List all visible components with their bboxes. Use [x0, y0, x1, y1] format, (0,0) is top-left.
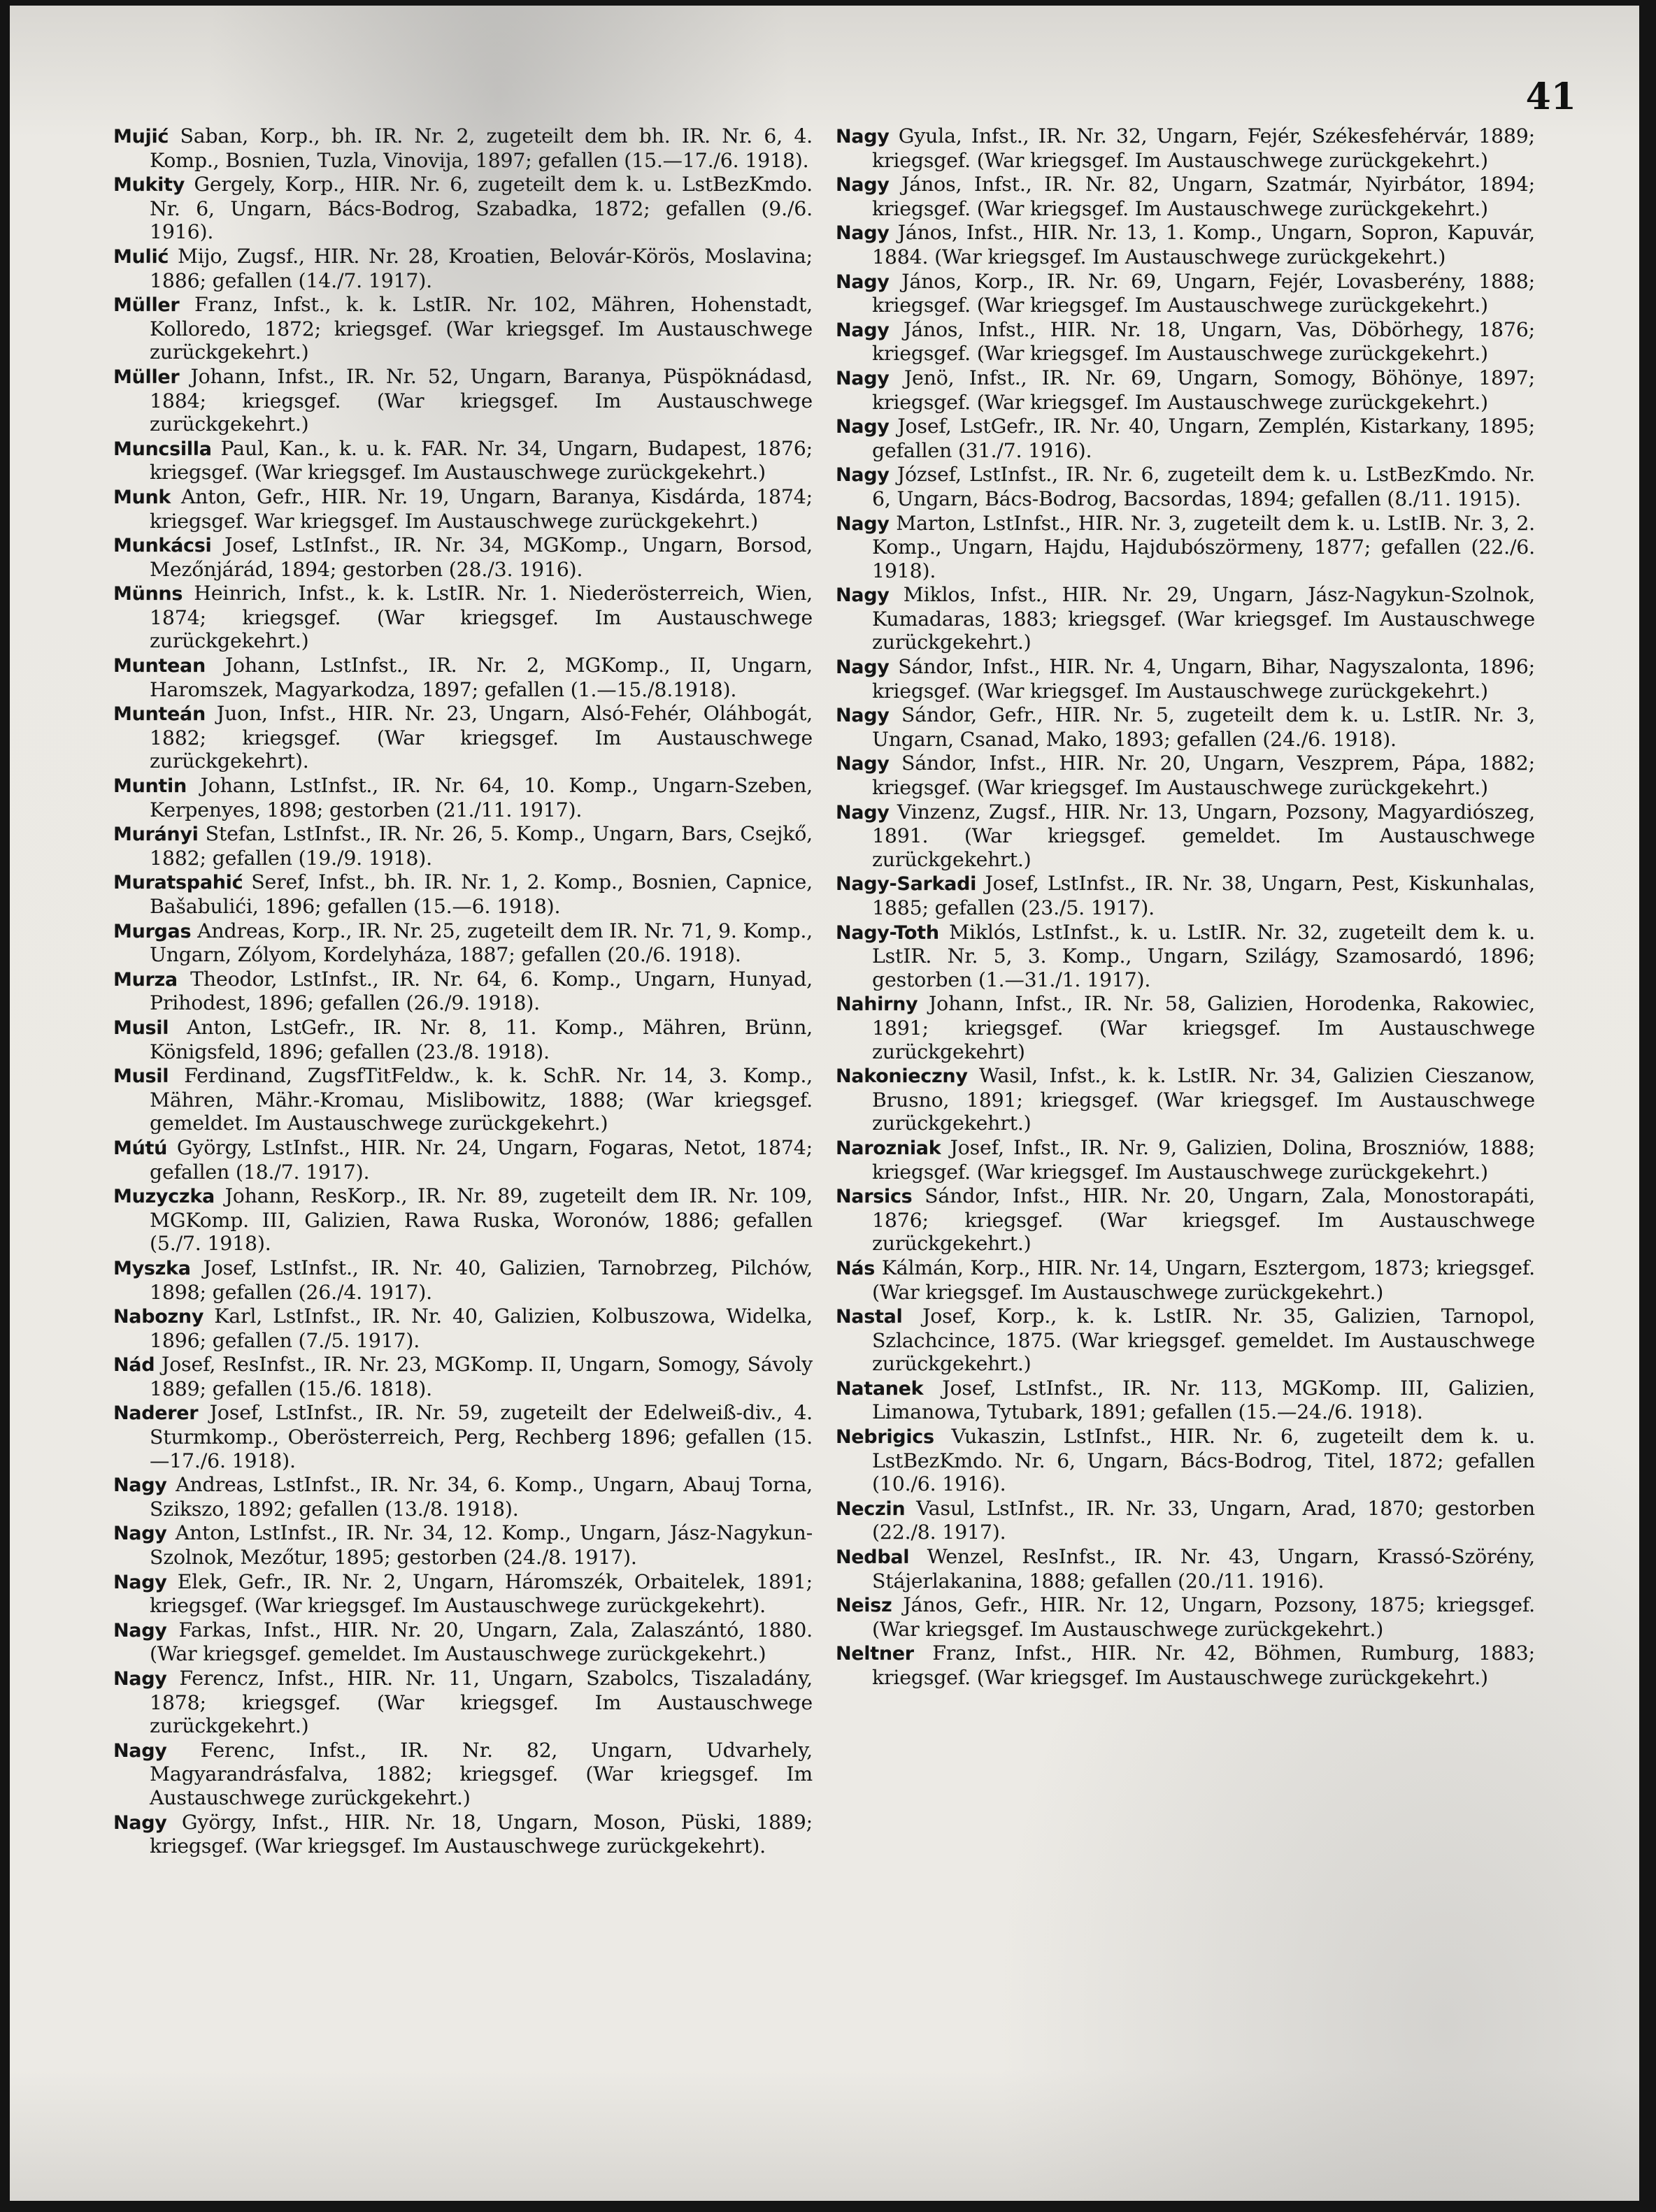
- entry-details: Sándor, Infst., HIR. Nr. 20, Ungarn, Zala, Monostorapáti, 1876; kriegsgef. (War kriegsgef. Im Austauschwege zurückgekehrt.): [872, 1184, 1536, 1256]
- roll-entry: [113, 1305, 813, 1352]
- roll-entry: [113, 245, 813, 292]
- entry-name: Nagy: [836, 416, 890, 438]
- entry-name: Nabozny: [113, 1306, 204, 1328]
- entry-details: Saban, Korp., bh. IR. Nr. 2, zugeteilt dem bh. IR. Nr. 6, 4. Komp., Bosnien, Tuzla, Vinovija, 1897; gefallen (15.—17./6. 1918).: [150, 124, 813, 172]
- entry-name: Nagy: [836, 464, 890, 487]
- entry-name: Nagy-Sarkadi: [836, 873, 977, 896]
- entry-details: Josef, LstInfst., IR. Nr. 113, MGKomp. III, Galizien, Limanowa, Tytubark, 1891; gefallen (15.—24./6. 1918).: [872, 1376, 1535, 1424]
- roll-entry: [836, 1377, 1535, 1424]
- entry-details: György, Infst., HIR. Nr. 18, Ungarn, Moson, Püski, 1889; kriegsgef. (War kriegsgef. Im Austauschwege zurückgekehrt).: [150, 1810, 813, 1858]
- entry-details: Ferencz, Infst., HIR. Nr. 11, Ungarn, Szabolcs, Tiszaladány, 1878; kriegsgef. (War kriegsgef. Im Austauschwege zurückgekehrt.): [150, 1667, 813, 1738]
- roll-entry: [836, 318, 1535, 366]
- entry-name: Nakonieczny: [836, 1065, 968, 1088]
- entry-name: Münns: [113, 583, 183, 605]
- roll-entry: [113, 1353, 813, 1400]
- entry-name: Munk: [113, 486, 171, 508]
- entry-details: Josef, ResInfst., IR. Nr. 23, MGKomp. II, Ungarn, Somogy, Sávoly 1889; gefallen (15./6. 1818).: [150, 1353, 813, 1400]
- roll-entry: [836, 1497, 1535, 1544]
- roll-entry: [113, 654, 813, 701]
- entry-name: Mukity: [113, 174, 185, 196]
- roll-entry: [836, 173, 1535, 220]
- roll-entry: [836, 270, 1535, 317]
- entry-details: Stefan, LstInfst., IR. Nr. 26, 5. Komp., Ungarn, Bars, Csejkő, 1882; gefallen (19./9. 1918).: [150, 822, 813, 870]
- entry-details: Mijo, Zugsf., HIR. Nr. 28, Kroatien, Belovár-Körös, Moslavina; 1886; gefallen (14./7. 1917).: [150, 244, 813, 292]
- entry-details: Juon, Infst., HIR. Nr. 23, Ungarn, Alsó-Fehér, Oláhbogát, 1882; kriegsgef. (War kriegsgef. Im Austauschwege zurückgekehrt).: [150, 702, 813, 773]
- entry-name: Nagy: [113, 1571, 167, 1593]
- roll-entry: [113, 582, 813, 653]
- entry-name: Murgas: [113, 920, 192, 942]
- roll-entry: [113, 968, 813, 1015]
- entry-details: Elek, Gefr., IR. Nr. 2, Ungarn, Háromszék, Orbaitelek, 1891; kriegsgef. (War kriegsgef. Im Austauschwege zurückgekehrt).: [150, 1570, 813, 1618]
- roll-entry: [113, 1016, 813, 1063]
- entry-details: József, LstInfst., IR. Nr. 6, zugeteilt dem k. u. LstBezKmdo. Nr. 6, Ungarn, Bács-Bodrog, Bacsordas, 1894; gefallen (8./11. 1915).: [872, 463, 1536, 510]
- roll-entry: [113, 919, 813, 967]
- entry-details: Vinzenz, Zugsf., HIR. Nr. 13, Ungarn, Pozsony, Magyardiószeg, 1891. (War kriegsgef. gemeldet. Im Austauschwege zurückgekehrt.): [872, 800, 1535, 871]
- roll-entry: [836, 221, 1535, 268]
- roll-entry: [836, 415, 1535, 462]
- entry-name: Nagy: [836, 126, 890, 148]
- entry-details: Miklós, LstInfst., k. u. LstIR. Nr. 32, zugeteilt dem k. u. LstIR. Nr. 5, 3. Komp., Ungarn, Szilágy, Szamosardó, 1896; gestorben (1.—31./1. 1917).: [872, 920, 1535, 991]
- entry-name: Murányi: [113, 824, 199, 846]
- entry-details: Anton, LstGefr., IR. Nr. 8, 11. Komp., Mähren, Brünn, Königsfeld, 1896; gefallen (23./8. 1918).: [150, 1015, 813, 1063]
- entry-details: Andreas, Korp., IR. Nr. 25, zugeteilt dem IR. Nr. 71, 9. Komp., Ungarn, Zólyom, Kordelyháza, 1887; gefallen (20./6. 1918).: [150, 919, 813, 967]
- entry-name: Narsics: [836, 1186, 913, 1208]
- entry-details: Johann, ResKorp., IR. Nr. 89, zugeteilt dem IR. Nr. 109, MGKomp. III, Galizien, Rawa Ruska, Woronów, 1886; gefallen (5./7. 1918).: [150, 1184, 813, 1256]
- entry-name: Nedbal: [836, 1546, 910, 1569]
- entry-name: Nagy: [836, 271, 890, 293]
- entry-details: Josef, LstGefr., IR. Nr. 40, Ungarn, Zemplén, Kistarkany, 1895; gefallen (31./7. 1916).: [872, 415, 1535, 462]
- roll-entry: [836, 752, 1535, 799]
- roll-entry: [113, 437, 813, 484]
- roll-entry: [113, 124, 813, 172]
- roll-entry: [836, 583, 1535, 654]
- entry-details: Johann, Infst., IR. Nr. 58, Galizien, Horodenka, Rakowiec, 1891; kriegsgef. (War kriegsgef. Im Austauschwege zurückgekehrt): [872, 992, 1535, 1063]
- entry-details: Farkas, Infst., HIR. Nr. 20, Ungarn, Zala, Zalaszántó, 1880. (War kriegsgef. gemeldet. Im Austauschwege zurückgekehrt.): [150, 1618, 813, 1666]
- entry-details: Sándor, Infst., HIR. Nr. 20, Ungarn, Veszprem, Pápa, 1882; kriegsgef. (War kriegsgef. Im Austauschwege zurückgekehrt.): [872, 752, 1536, 800]
- entry-name: Müller: [113, 294, 180, 317]
- entry-details: Josef, Infst., IR. Nr. 9, Galizien, Dolina, Broszniów, 1888; kriegsgef. (War kriegsgef. Im Austauschwege zurückgekehrt.): [872, 1135, 1535, 1184]
- entry-details: Josef, LstInfst., IR. Nr. 38, Ungarn, Pest, Kiskunhalas, 1885; gefallen (23./5. 1917).: [872, 872, 1535, 919]
- entry-details: Sándor, Gefr., HIR. Nr. 5, zugeteilt dem k. u. LstIR. Nr. 3, Ungarn, Csanad, Mako, 1893; gefallen (24./6. 1918).: [872, 703, 1535, 751]
- roll-entry: [836, 1545, 1535, 1593]
- entry-name: Musil: [113, 1017, 169, 1039]
- roll-entry: [113, 365, 813, 436]
- roll-entry: [113, 1256, 813, 1304]
- roll-entry: [836, 1256, 1535, 1304]
- entry-details: Johann, Infst., IR. Nr. 52, Ungarn, Baranya, Püspöknádasd, 1884; kriegsgef. (War kriegsgef. Im Austauschwege zurückgekehrt.): [150, 364, 813, 436]
- entry-name: Neisz: [836, 1595, 892, 1617]
- entry-details: Wenzel, ResInfst., IR. Nr. 43, Ungarn, Krassó-Szörény, Stájerlakanina, 1888; gefallen (20./11. 1916).: [872, 1545, 1535, 1593]
- entry-name: Nastal: [836, 1306, 903, 1328]
- entry-name: Naderer: [113, 1402, 199, 1425]
- entry-name: Myszka: [113, 1257, 191, 1279]
- roll-entry: [836, 703, 1535, 751]
- roll-entry: [836, 872, 1535, 919]
- entry-name: Munteán: [113, 703, 206, 726]
- roll-entry: [836, 655, 1535, 703]
- entry-name: Muntean: [113, 655, 206, 677]
- entry-details: Johann, LstInfst., IR. Nr. 2, MGKomp., II, Ungarn, Haromszek, Magyarkodza, 1897; gefallen (1.—15./8.1918).: [150, 654, 813, 701]
- roll-entry: [836, 1184, 1535, 1256]
- entry-details: Gyula, Infst., IR. Nr. 32, Ungarn, Fejér, Székesfehérvár, 1889; kriegsgef. (War kriegsgef. Im Austauschwege zurückgekehrt.): [872, 124, 1535, 172]
- entry-name: Nagy: [113, 1811, 167, 1834]
- entry-details: Vukaszin, LstInfst., HIR. Nr. 6, zugeteilt dem k. u. LstBezKmdo. Nr. 6, Ungarn, Bács-Bodrog, Titel, 1872; gefallen (10./6. 1916).: [872, 1425, 1535, 1496]
- roll-entry: [113, 1521, 813, 1569]
- entry-name: Muzyczka: [113, 1186, 215, 1208]
- right-column: [836, 124, 1535, 1690]
- entry-name: Nagy: [836, 174, 890, 196]
- roll-entry: [113, 293, 813, 364]
- entry-details: János, Korp., IR. Nr. 69, Ungarn, Fejér, Lovasberény, 1888; kriegsgef. (War kriegsgef. Im Austauschwege zurückgekehrt.): [872, 269, 1535, 317]
- entry-details: Ferenc, Infst., IR. Nr. 82, Ungarn, Udvarhely, Magyarandrásfalva, 1882; kriegsgef. (War kriegsgef. Im Austauschwege zurückgekehrt.): [150, 1738, 813, 1809]
- entry-name: Musil: [113, 1065, 169, 1088]
- entry-name: Nagy: [113, 1474, 167, 1497]
- entry-name: Mujić: [113, 126, 169, 148]
- roll-entry: [836, 512, 1535, 583]
- entry-details: Franz, Infst., k. k. LstIR. Nr. 102, Mähren, Hohenstadt, Kolloredo, 1872; kriegsgef. (War kriegsgef. Im Austauschwege zurückgekehrt.): [150, 293, 813, 364]
- entry-name: Nebrigics: [836, 1426, 934, 1449]
- entry-name: Murza: [113, 968, 178, 991]
- entry-name: Neczin: [836, 1498, 906, 1520]
- roll-entry: [113, 1064, 813, 1135]
- entry-details: János, Infst., HIR. Nr. 18, Ungarn, Vas, Döbörhegy, 1876; kriegsgef. (War kriegsgef. Im Austauschwege zurückgekehrt.): [872, 317, 1536, 366]
- entry-name: Natanek: [836, 1377, 924, 1400]
- entry-name: Munkácsi: [113, 535, 212, 557]
- entry-name: Narozniak: [836, 1137, 941, 1159]
- entry-details: Andreas, LstInfst., IR. Nr. 34, 6. Komp., Ungarn, Abauj Torna, Szikszo, 1892; gefallen (13./8. 1918).: [150, 1473, 813, 1521]
- entry-name: Muratspahić: [113, 872, 243, 894]
- entry-name: Nagy: [836, 512, 890, 535]
- entry-details: Gergely, Korp., HIR. Nr. 6, zugeteilt dem k. u. LstBezKmdo. Nr. 6, Ungarn, Bács-Bodrog, Szabadka, 1872; gefallen (9./6. 1916).: [150, 173, 813, 244]
- entry-details: Heinrich, Infst., k. k. LstIR. Nr. 1. Niederösterreich, Wien, 1874; kriegsgef. (War kriegsgef. Im Austauschwege zurückgekehrt.): [150, 582, 813, 653]
- roll-entry: [836, 1305, 1535, 1376]
- entry-details: János, Infst., HIR. Nr. 13, 1. Komp., Ungarn, Sopron, Kapuvár, 1884. (War kriegsgef. Im Austauschwege zurückgekehrt.): [872, 221, 1535, 268]
- roll-entry: [836, 1593, 1535, 1641]
- entry-details: Wasil, Infst., k. k. LstIR. Nr. 34, Galizien Cieszanow, Brusno, 1891; kriegsgef. (War kriegsgef. Im Austauschwege zurückgekehrt.): [872, 1064, 1535, 1135]
- entry-details: Theodor, LstInfst., IR. Nr. 64, 6. Komp., Ungarn, Hunyad, Prihodest, 1896; gefallen (26./9. 1918).: [150, 967, 813, 1015]
- entry-details: Kálmán, Korp., HIR. Nr. 14, Ungarn, Esztergom, 1873; kriegsgef. (War kriegsgef. Im Austauschwege zurückgekehrt.): [872, 1256, 1535, 1304]
- roll-entry: [113, 533, 813, 581]
- roll-entry: [113, 870, 813, 918]
- entry-details: Jenö, Infst., IR. Nr. 69, Ungarn, Somogy, Böhönye, 1897; kriegsgef. (War kriegsgef. Im Austauschwege zurückgekehrt.): [872, 366, 1536, 414]
- roll-entry: [113, 702, 813, 773]
- entry-name: Nagy: [113, 1619, 167, 1642]
- entry-name: Müller: [113, 366, 180, 388]
- entry-name: Nád: [113, 1354, 155, 1377]
- entry-details: Ferdinand, ZugsfTitFeldw., k. k. SchR. Nr. 14, 3. Komp., Mähren, Mähr.-Kromau, Mislibowitz, 1888; (War kriegsgef. gemeldet. Im Austauschwege zurückgekehrt.): [150, 1064, 813, 1135]
- entry-name: Nagy: [836, 319, 890, 341]
- roll-entry: [113, 1473, 813, 1521]
- roll-entry: [836, 921, 1535, 992]
- roll-entry: [113, 822, 813, 870]
- entry-name: Nagy: [836, 656, 890, 679]
- entry-name: Nahirny: [836, 993, 918, 1016]
- entry-details: Anton, LstInfst., IR. Nr. 34, 12. Komp., Ungarn, Jász-Nagykun-Szolnok, Mezőtur, 1895; gestorben (24./8. 1917).: [150, 1521, 813, 1570]
- entry-name: Nagy: [836, 367, 890, 389]
- entry-details: János, Gefr., HIR. Nr. 12, Ungarn, Pozsony, 1875; kriegsgef. (War kriegsgef. Im Austauschwege zurückgekehrt.): [872, 1593, 1535, 1641]
- roll-entry: [836, 1064, 1535, 1135]
- roll-entry: [113, 1811, 813, 1858]
- roll-entry: [836, 992, 1535, 1063]
- roll-entry: [113, 1667, 813, 1738]
- entry-details: Josef, LstInfst., IR. Nr. 59, zugeteilt der Edelweiß-div., 4. Sturmkomp., Oberösterreich, Perg, Rechberg 1896; gefallen (15.—17./6. 1918).: [150, 1401, 813, 1472]
- entry-details: Karl, LstInfst., IR. Nr. 40, Galizien, Kolbuszowa, Widelka, 1896; gefallen (7./5. 1917).: [150, 1305, 813, 1352]
- entry-name: Nagy: [113, 1523, 167, 1545]
- entry-details: Miklos, Infst., HIR. Nr. 29, Ungarn, Jász-Nagykun-Szolnok, Kumadaras, 1883; kriegsgef. (War kriegsgef. Im Austauschwege zurückgekehrt.): [872, 583, 1535, 654]
- entry-name: Nagy: [836, 753, 890, 775]
- roll-entry: [836, 366, 1535, 414]
- entry-name: Nagy: [836, 584, 890, 607]
- entry-name: Mútú: [113, 1137, 168, 1159]
- entry-name: Nagy: [113, 1739, 167, 1762]
- roll-entry: [836, 1642, 1535, 1689]
- entry-details: Franz, Infst., HIR. Nr. 42, Böhmen, Rumburg, 1883; kriegsgef. (War kriegsgef. Im Austauschwege zurückgekehrt.): [872, 1642, 1536, 1689]
- roll-entry: [113, 1739, 813, 1810]
- roll-entry: [836, 463, 1535, 510]
- entry-details: Paul, Kan., k. u. k. FAR. Nr. 34, Ungarn, Budapest, 1876; kriegsgef. (War kriegsgef. Im Austauschwege zurückgekehrt.): [150, 436, 813, 484]
- entry-details: György, LstInfst., HIR. Nr. 24, Ungarn, Fogaras, Netot, 1874; gefallen (18./7. 1917).: [150, 1135, 813, 1184]
- entry-details: Josef, LstInfst., IR. Nr. 34, MGKomp., Ungarn, Borsod, Mezőnjárád, 1894; gestorben (28./3. 1916).: [150, 533, 813, 581]
- entry-details: Johann, LstInfst., IR. Nr. 64, 10. Komp., Ungarn-Szeben, Kerpenyes, 1898; gestorben (21./11. 1917).: [150, 774, 813, 821]
- entry-details: Anton, Gefr., HIR. Nr. 19, Ungarn, Baranya, Kisdárda, 1874; kriegsgef. War kriegsgef. Im Austauschwege zurückgekehrt.): [150, 484, 813, 533]
- page-number: 41: [1525, 76, 1576, 118]
- entry-name: Nagy: [836, 705, 890, 727]
- roll-entry: [113, 1136, 813, 1184]
- entry-details: Marton, LstInfst., HIR. Nr. 3, zugeteilt dem k. u. LstIB. Nr. 3, 2. Komp., Ungarn, Hajdu, Hajdubószörmeny, 1877; gefallen (22./6. 1918).: [872, 511, 1536, 582]
- entry-name: Nagy: [836, 222, 890, 245]
- roll-entry: [113, 485, 813, 533]
- roll-entry: [836, 1425, 1535, 1496]
- entry-name: Muntin: [113, 775, 187, 798]
- roll-entry: [836, 1136, 1535, 1184]
- roll-entry: [113, 173, 813, 244]
- entry-name: Muncsilla: [113, 438, 212, 460]
- roll-entry: [836, 800, 1535, 872]
- entry-details: Josef, Korp., k. k. LstIR. Nr. 35, Galizien, Tarnopol, Szlachcince, 1875. (War kriegsgef. gemeldet. Im Austauschwege zurückgekehrt.): [872, 1305, 1535, 1376]
- entry-details: Vasul, LstInfst., IR. Nr. 33, Ungarn, Arad, 1870; gestorben (22./8. 1917).: [872, 1496, 1536, 1544]
- entry-name: Neltner: [836, 1643, 914, 1665]
- roll-entry: [113, 1184, 813, 1256]
- roll-entry: [836, 124, 1535, 172]
- entry-details: János, Infst., IR. Nr. 82, Ungarn, Szatmár, Nyirbátor, 1894; kriegsgef. (War kriegsgef. Im Austauschwege zurückgekehrt.): [872, 173, 1535, 220]
- roll-entry: [113, 1570, 813, 1618]
- roll-entry: [113, 1618, 813, 1666]
- entry-name: Nagy: [836, 801, 890, 824]
- entry-name: Nagy: [113, 1668, 167, 1690]
- entry-name: Mulić: [113, 245, 169, 268]
- roll-entry: [113, 774, 813, 821]
- left-column: [113, 124, 813, 1859]
- entry-details: Josef, LstInfst., IR. Nr. 40, Galizien, Tarnobrzeg, Pilchów, 1898; gefallen (26./4. 1917).: [150, 1256, 813, 1304]
- entry-details: Sándor, Infst., HIR. Nr. 4, Ungarn, Bihar, Nagyszalonta, 1896; kriegsgef. (War kriegsgef. Im Austauschwege zurückgekehrt.): [872, 655, 1536, 703]
- entry-name: Nagy-Toth: [836, 921, 939, 944]
- scanned-page: [10, 6, 1639, 2201]
- entry-details: Seref, Infst., bh. IR. Nr. 1, 2. Komp., Bosnien, Capnice, Bašabulići, 1896; gefallen (15.—6. 1918).: [150, 870, 813, 918]
- roll-entry: [113, 1401, 813, 1472]
- entry-name: Nás: [836, 1257, 875, 1279]
